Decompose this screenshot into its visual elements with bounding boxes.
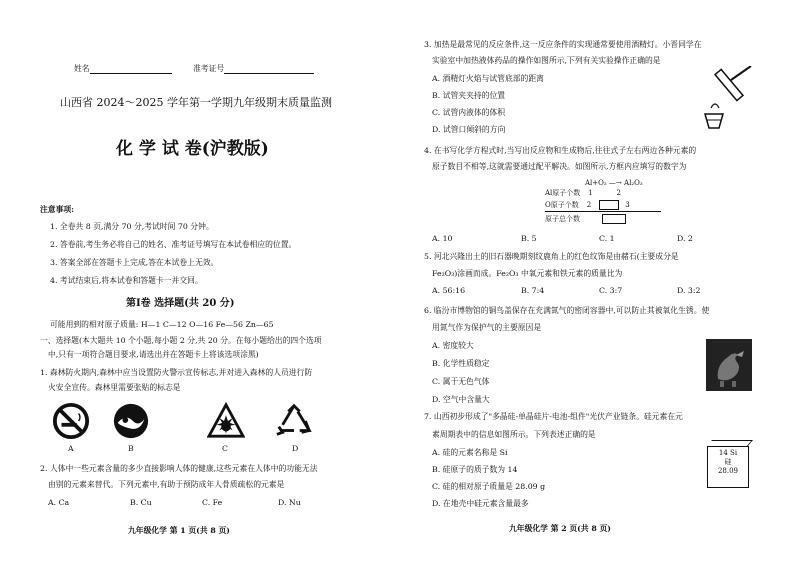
q7-option-d: D. 在地壳中硅元素含量最多 (432, 499, 529, 508)
page-footer: 九年级化学 第 1 页(共 8 页) (128, 526, 230, 535)
section-intro: 中,只有一项符合题目要求,请选出并在答题卡上将该选项涂黑) (48, 350, 259, 359)
q7-option-c: C. 硅的相对原子质量是 28.09 g (432, 482, 546, 491)
exam-title: 山西省 2024～2025 学年第一学期九年级期末质量监测 (60, 96, 332, 109)
recycle-icon (275, 402, 313, 440)
sign-label-c: C (222, 444, 228, 453)
alcohol-lamp-heating-icon (703, 66, 755, 132)
notice-heading: 注意事项: (40, 205, 75, 214)
question-6-text: 6. 临汾市博物馆的铜鸟盖保存在充满氮气的密闭容器中,可以防止其被氧化生锈。使 (424, 306, 710, 315)
question-3-text: 实验室中加热液体药品的操作如图所示,下列有关实验操作正确的是 (432, 56, 661, 65)
q3-option-c: C. 试管内液体的体积 (432, 108, 506, 117)
q4-option-c: C. 1 (599, 234, 615, 243)
question-2-text: 2. 人体中一些元素含量的多少直接影响人体的健康,这些元素在人体中的功能无法 (40, 464, 318, 473)
q4-option-d: D. 2 (677, 234, 693, 243)
q7-option-b: B. 硅原子的质子数为 14 (432, 465, 518, 474)
notice-item: 3. 答案全部在答题卡上完成,答在本试卷上无效。 (50, 258, 219, 267)
question-5-text: 5. 河北兴隆出土的旧石器晚期刻纹鹿角上的红色纹饰是由赭石(主要成分是 (424, 252, 679, 261)
equation: Al+O₂ —→ Al₂O₃ (585, 179, 643, 187)
q6-option-d: D. 空气中含量大 (432, 395, 490, 404)
q4-option-b: B. 5 (521, 234, 537, 243)
q3-option-d: D. 试管口倾斜的方向 (432, 125, 506, 134)
question-1-text: 1. 森林防火期内,森林中应当设置防火警示宣传标志,并对进入森林的人员进行防 (40, 368, 313, 377)
subject-title: 化 学 试 卷(沪教版) (116, 139, 269, 159)
section-intro: 一、选择题(本大题共 10 个小题,每小题 2 分,共 20 分。在每小题给出的四个选项 (40, 336, 322, 345)
page-footer: 九年级化学 第 2 页(共 8 页) (509, 524, 611, 533)
question-5-text: Fe₂O₃)涂画而成。Fe₂O₃ 中氧元素和铁元素的质量比为 (432, 269, 623, 278)
q6-option-b: B. 化学性质稳定 (432, 359, 490, 368)
section-title: 第Ⅰ卷 选择题(共 20 分) (126, 298, 235, 309)
q5-option-d: D. 3:2 (677, 286, 701, 295)
ticket-field: 准考证号 (193, 64, 314, 74)
q6-option-a: A. 密度较大 (432, 341, 474, 350)
q4-option-a: A. 10 (432, 234, 453, 243)
q2-option-a: A. Ca (48, 498, 70, 507)
q3-option-b: B. 试管夹夹持的位置 (432, 91, 506, 100)
question-2-text: 由别的元素来替代。下列元素中,有助于预防成年人骨质疏松的元素是 (48, 480, 285, 489)
flame-symbol-icon (112, 402, 150, 440)
q3-option-a: A. 酒精灯火焰与试管底部的距离 (432, 74, 544, 83)
q2-option-c: C. Fe (202, 498, 223, 507)
table-rule (545, 211, 661, 212)
question-4-text: 原子数目不相等,这就需要通过配平解决。如图所示,方框内应填写的数字为 (432, 162, 687, 171)
balance-row-al: Al原子个数 1 2 (545, 189, 621, 197)
q7-option-a: A. 硅的元素名称是 Si (432, 448, 508, 457)
bronze-bird-photo (706, 339, 752, 391)
q2-option-b: B. Cu (130, 498, 152, 507)
question-7-text: 素周期表中的信息如图所示。下列表述正确的是 (432, 430, 596, 439)
sign-label-a: A (68, 444, 74, 453)
balance-row-o: O原子个数 2 3 (545, 201, 630, 209)
element-tile-si: 14 Si 硅 28.09 (707, 446, 749, 488)
answer-box (599, 200, 619, 210)
q5-option-c: C. 3:7 (599, 286, 623, 295)
atomic-mass-line: 可能用到的相对原子质量: H—1 C—12 O—16 Fe—56 Zn—65 (50, 320, 274, 329)
tile-top-edge (706, 440, 753, 447)
total-box (602, 214, 626, 224)
q2-option-d: D. Nu (278, 498, 301, 507)
name-field: 姓名 (74, 64, 172, 74)
q5-option-a: A. 56:16 (432, 286, 466, 295)
q6-option-c: C. 属于无色气体 (432, 377, 490, 386)
no-smoking-icon (52, 402, 90, 440)
q5-option-b: B. 7:4 (521, 286, 545, 295)
question-6-text: 用氮气作为保护气的主要原因是 (432, 323, 542, 332)
notice-item: 2. 答卷前,考生务必将自己的姓名、准考证号填写在本试卷相应的位置。 (50, 240, 297, 249)
question-4-text: 4. 在书写化学方程式时,当写出反应物和生成物后,往往式子左右两边各种元素的 (424, 146, 697, 155)
question-1-text: 火安全宣传。森林里需要张贴的标志是 (48, 383, 181, 392)
sign-label-b: B (128, 444, 134, 453)
right-page (397, 0, 794, 561)
explosive-warning-icon (207, 402, 245, 440)
balance-row-total: 原子总个数 (545, 214, 626, 224)
question-7-text: 7. 山西初步形成了"多晶硅-单晶硅片-电池-组件"光伏产业链条。硅元素在元 (424, 412, 683, 421)
notice-item: 4. 考试结束后,将本试卷和答题卡一并交回。 (50, 276, 203, 285)
sign-label-d: D (292, 444, 299, 453)
question-3-text: 3. 加热是最常见的反应条件,这一反应条件的实现通常要使用酒精灯。小晋同学在 (424, 40, 702, 49)
notice-item: 1. 全卷共 8 页,满分 70 分,考试时间 70 分钟。 (50, 222, 214, 231)
